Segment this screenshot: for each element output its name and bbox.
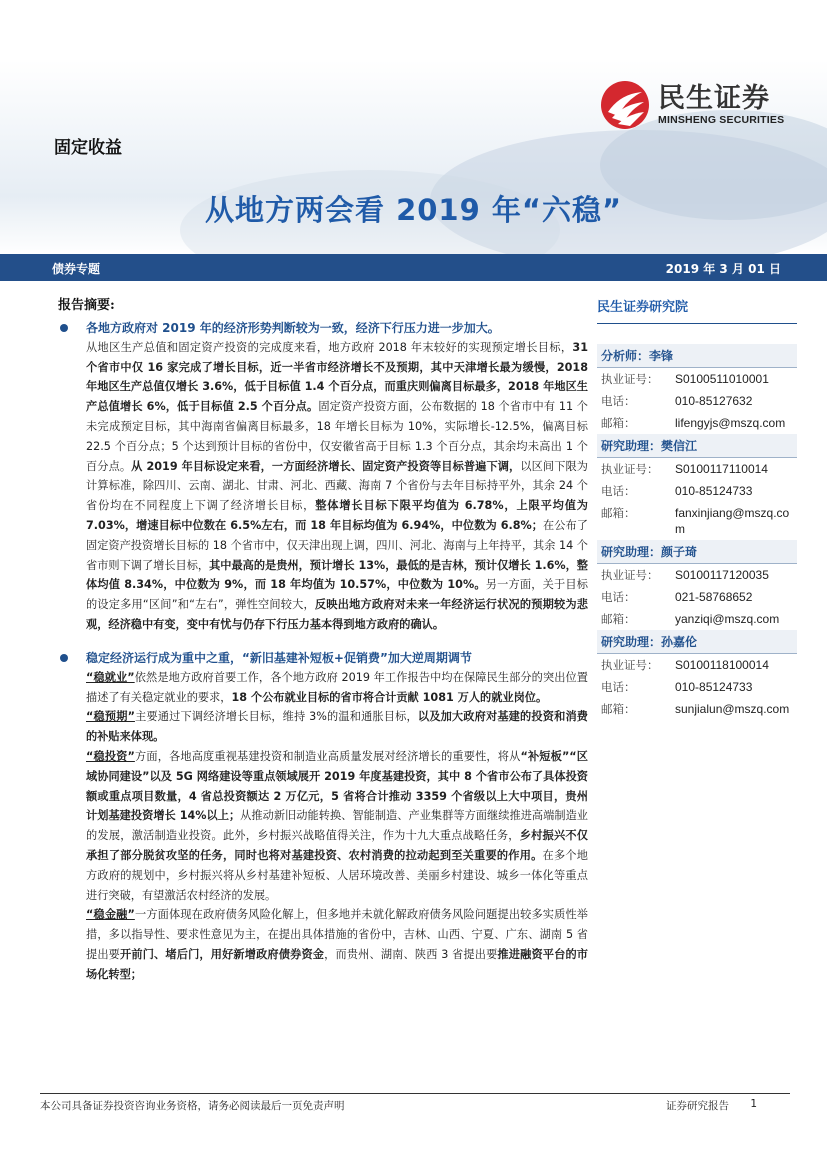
- license-row: 执业证号： S0100118100014: [601, 658, 769, 672]
- section-heading-1: 各地方政府对 2019 年的经济形势判断较为一致，经济下行压力进一步加大。: [52, 318, 588, 338]
- bullet-icon: [60, 324, 68, 332]
- license-row: 执业证号： S0100117120035: [601, 568, 769, 582]
- analyst-role: 研究助理：樊信江: [597, 434, 797, 458]
- paragraph-stable-investment: “稳投资”方面，各地高度重视基建投资和制造业高质量发展对经济增长的重要性，将从“补短板”“区域协同建设”以及 5G 网络建设等重点领域展开 2019 年度基建投资，其中 8 个省市公布了具体投资额或重点项目数量，4 省总投资额达 2 万亿元，5 省将合计推动 3359 个省级以上大中项目，贵州计划基建投资增长 14%以上；从推动新旧动能转换、智能制造、产业集群等方面继续推进高端制造业的发展，激活制造业投资。此外，乡村振兴战略值得关注，作为十九大重点战略任务，乡村振兴不仅承担了部分脱贫攻坚的任务，同时也将对基建投资、农村消费的拉动起到至关重要的作用。在多个地方政府的规划中，乡村振兴将从乡村基建补短板、人居环境改善、美丽乡村建设、城乡一体化等重点进行突破，有望激活农村经济的发展。: [86, 749, 588, 902]
- analyst-role: 研究助理：颜子琦: [597, 540, 797, 564]
- report-category: 固定收益: [54, 138, 122, 158]
- email-link[interactable]: sunjialun@mszq.com: [675, 702, 790, 716]
- license-row: 执业证号： S0100117110014: [601, 462, 768, 476]
- company-logo: [600, 80, 784, 130]
- section-heading-2: 稳定经济运行成为重中之重，“新旧基建补短板+促销费”加大逆周期调节: [52, 648, 588, 668]
- email-link[interactable]: lifengyjs@mszq.com: [675, 416, 786, 430]
- email-row: 邮箱： lifengyjs@mszq.com: [601, 416, 786, 430]
- email-row: 邮箱： sunjialun@mszq.com: [601, 702, 790, 716]
- logo-chinese-name: 民生证券: [658, 83, 770, 114]
- email-row: 邮箱： fanxinjiang@mszq.com: [597, 502, 797, 540]
- phone-row: 电话： 010-85124733: [601, 680, 753, 694]
- phone-row: 电话： 010-85124733: [601, 484, 753, 498]
- analyst-sidebar: [597, 296, 797, 720]
- email-link[interactable]: yanziqi@mszq.com: [675, 612, 780, 626]
- report-date: 2019 年 3 月 01 日: [665, 262, 781, 276]
- page-number: 1: [750, 1098, 757, 1110]
- report-title: 从地方两会看 2019 年“六稳”: [204, 193, 623, 227]
- logo-mark-icon: [600, 80, 650, 130]
- paragraph-stable-finance: “稳金融”一方面体现在政府债务风险化解上，但多地并未就化解政府债务风险问题提出较多实质性举措，多以指导性、要求性意见为主，在提出具体措施的省份中，吉林、山西、宁夏、广东、湖南 5 省提出要开前门、堵后门，用好新增政府债券资金，而贵州、湖南、陕西 3 省提出要推进融资平台的市场化转型；: [86, 908, 588, 981]
- footer-disclaimer: 本公司具备证券投资咨询业务资格，请务必阅读最后一页免责声明: [40, 1100, 345, 1112]
- paragraph-stable-expectations: “稳预期”主要通过下调经济增长目标，维持 3%的温和通胀目标，以及加大政府对基建的投资和消费的补贴来体现。: [86, 710, 588, 744]
- research-institute: 民生证券研究院: [597, 296, 797, 324]
- footer-divider: [40, 1093, 790, 1094]
- phone-row: 电话： 010-85127632: [601, 394, 753, 408]
- logo-english-name: MINSHENG SECURITIES: [658, 114, 785, 126]
- email-link[interactable]: fanxinjiang@mszq.com: [675, 506, 790, 536]
- report-type-label: 债券专题: [52, 262, 101, 276]
- email-row: 邮箱： yanziqi@mszq.com: [601, 612, 780, 626]
- abstract-title: 报告摘要:: [58, 298, 115, 313]
- phone-row: 电话： 021-58768652: [601, 590, 753, 604]
- license-row: 执业证号： S0100511010001: [601, 372, 769, 386]
- footer-report-type: 证券研究报告: [666, 1100, 729, 1112]
- analyst-role: 研究助理：孙嘉伦: [597, 630, 797, 654]
- title-band: [0, 254, 827, 281]
- abstract-section: [52, 296, 588, 985]
- analyst-role: 分析师：李锋: [597, 344, 797, 368]
- bullet-icon: [60, 654, 68, 662]
- section-paragraph-1: 从地区生产总值和固定资产投资的完成度来看，地方政府 2018 年末较好的实现预定增长目标，31 个省市中仅 16 家完成了增长目标，近一半省市经济增长不及预期，其中天津增长最为缓慢，2018 年地区生产总值仅增长 3.6%，低于目标值 1.4 个百分点，而重庆则偏离目标最多，2018 年地区生产总值增长 6%，低于目标值 2.5 个百分点。固定资产投资方面，公布数据的 18 个省市中有 11 个未完成预定目标，其中海南省偏离目标最多，18 年增长目标为 10%，实际增长-12.5%，偏离目标 22.5 个百分点；5 个达到预计目标的省份中，仅安徽省高于目标 1.3 个百分点，其余均未高出 1 个百分点。从 2019 年目标设定来看，一方面经济增长、固定资产投资等目标普遍下调，以区间下限为计算标准，除四川、云南、湖北、甘肃、河北、西藏、海南 7 个省份与去年目标持平外，其余 24 个省份均在不同程度上下调了经济增长目标，整体增长目标下限平均值为 6.78%，上限平均值为 7.03%，增速目标中位数在 6.5%左右，而 18 年目标均值为 6.94%，中位数为 6.8%；在公布了固定资产投资增长目标的 18 个省市中，仅天津出现上调，四川、河北、海南与上年持平，其余 14 个省市则下调了增长目标，其中最高的是贵州，预计增长 13%，最低的是吉林，预计仅增长 1.6%，整体均值 8.34%，中位数为 9%，而 18 年均值为 10.57%，中位数为 10%。另一方面，关于目标的设定多用“区间”和“左右”，弹性空间较大，反映出地方政府对未来一年经济运行状况的预期较为悲观，经济稳中有变，变中有忧与仍存下行压力基本得到地方政府的确认。: [86, 340, 588, 631]
- paragraph-stable-employment: “稳就业”依然是地方政府首要工作，各个地方政府 2019 年工作报告中均在保障民生部分的突出位置描述了有关稳定就业的要求，18 个公布就业目标的省市将合计贡献 1081 万人的就业岗位。: [86, 670, 588, 704]
